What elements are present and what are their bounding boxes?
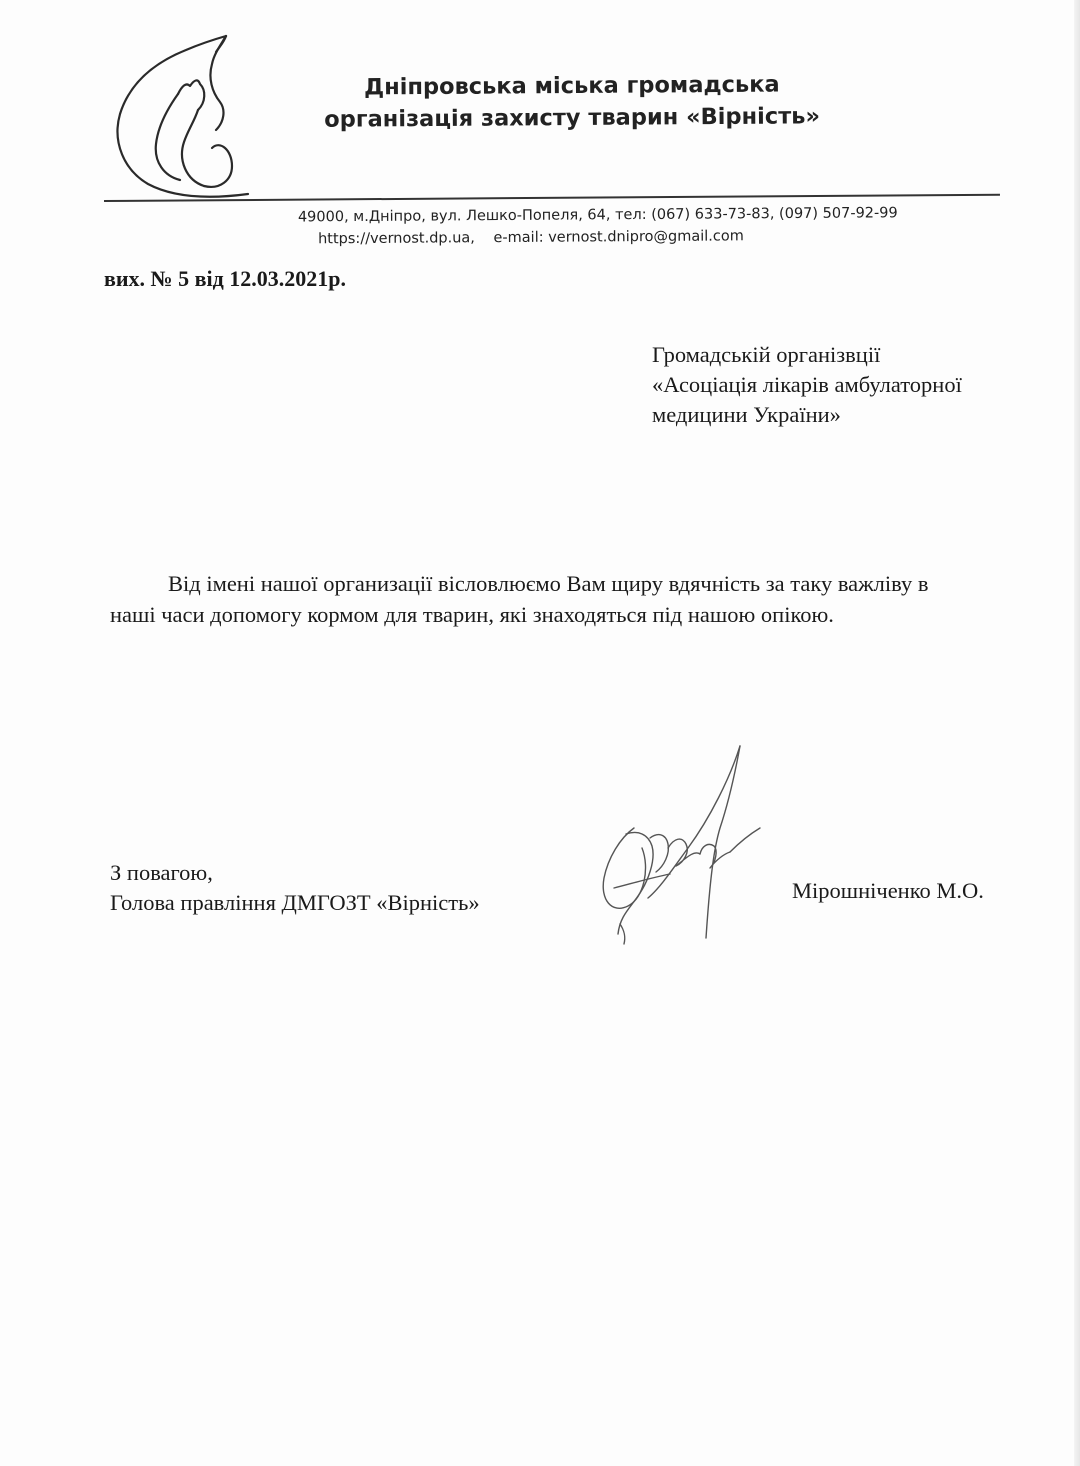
email-text: e-mail: vernost.dnipro@gmail.com — [493, 228, 744, 247]
recipient-line-3: медицини України» — [652, 402, 841, 427]
contact-block — [298, 202, 998, 251]
body-line-2: наші часи допомогу кормом для тварин, які знаходяться під нашою опікою. — [110, 602, 834, 627]
letter-body — [110, 568, 1002, 630]
horse-cat-logo-icon — [108, 30, 258, 205]
signature-icon — [590, 738, 780, 953]
organization-name — [262, 68, 882, 136]
body-line-1: Від імені нашої организації вісловлюємо Вам щиру вдячність за таку важліву в — [168, 571, 929, 596]
address-line: 49000, м.Дніпро, вул. Лешко-Попеля, 64, тел: (067) 633-73-83, (097) 507-92-99 — [297, 205, 898, 226]
signer-name: Мірошніченко М.О. — [792, 878, 984, 903]
web-email-line — [298, 224, 998, 251]
website-text: https://vernost.dp.ua, — [318, 230, 475, 248]
recipient-line-2: «Асоціація лікарів амбулаторної — [652, 372, 962, 397]
signer-position: Голова правління ДМГОЗТ «Вірність» — [110, 890, 480, 915]
org-name-line-2: організація захисту тварин «Вірність» — [324, 103, 821, 133]
regards-text: З повагою, — [110, 860, 213, 885]
recipient-block — [652, 340, 1012, 430]
scan-edge-shadow — [1074, 0, 1080, 1466]
closing-block — [110, 858, 480, 918]
recipient-line-1: Громадській організвції — [652, 342, 881, 367]
outgoing-reference: вих. № 5 від 12.03.2021р. — [104, 266, 347, 291]
org-name-line-1: Дніпровська міська громадська — [364, 71, 780, 101]
